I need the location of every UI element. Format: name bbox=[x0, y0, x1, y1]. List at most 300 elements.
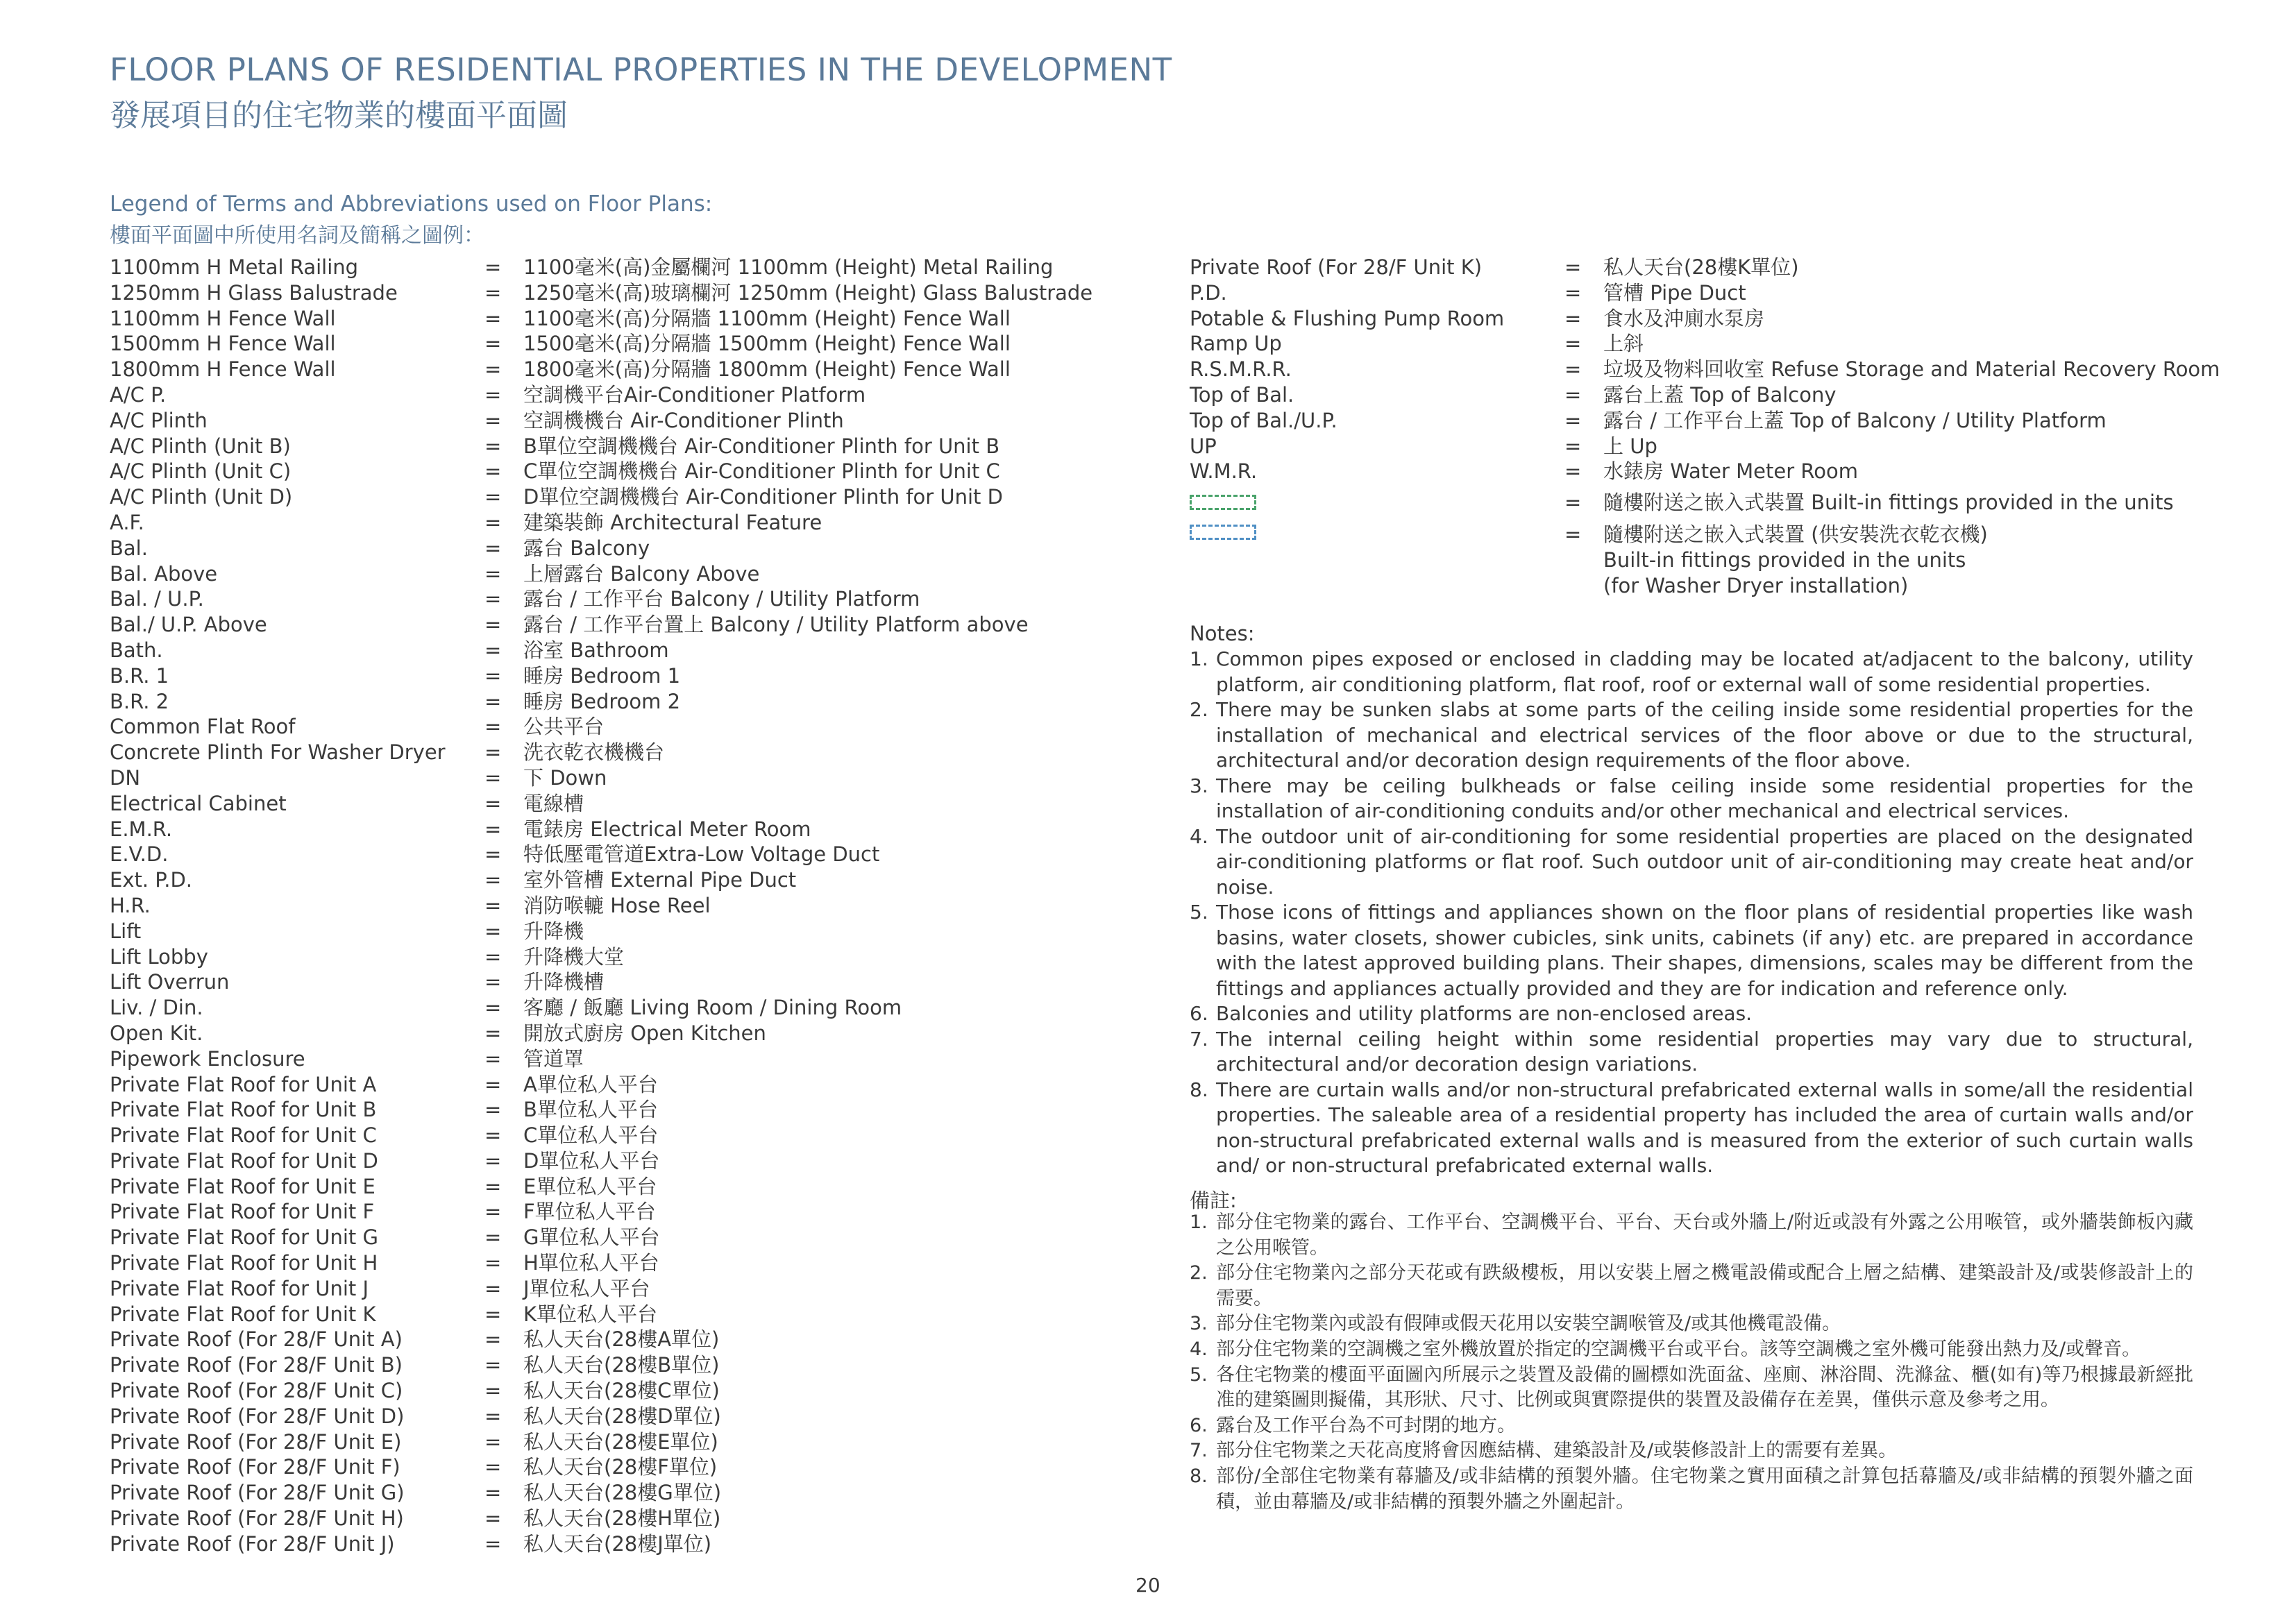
legend-term: DN bbox=[110, 765, 141, 790]
legend-row bbox=[1190, 255, 2217, 280]
legend-row bbox=[1190, 331, 2217, 357]
note-text: There may be sunken slabs at some parts of the ceiling inside some residential properties for the installation of mechanical and electrical services of the floor above or due to the structural, architectural and/or decoration design requirements of the floor above. bbox=[1216, 698, 2193, 772]
legend-definition: 浴室 Bathroom bbox=[523, 638, 669, 662]
legend-row bbox=[110, 969, 1095, 995]
legend-term: 1800mm H Fence Wall bbox=[110, 357, 336, 382]
legend-row bbox=[110, 306, 1095, 332]
note-number: 1. bbox=[1190, 1212, 1208, 1233]
legend-definition: 露台 / 工作平台 Balcony / Utility Platform bbox=[523, 587, 920, 611]
legend-definition: 客廳 / 飯廳 Living Room / Dining Room bbox=[523, 996, 902, 1020]
legend-term: Private Flat Roof for Unit K bbox=[110, 1302, 376, 1326]
note-item bbox=[1190, 1078, 2193, 1179]
legend-definition: 上斜 bbox=[1603, 332, 1644, 356]
legend-row bbox=[110, 1097, 1095, 1123]
page-title-zh: 發展項目的住宅物業的樓面平面圖 bbox=[110, 98, 568, 133]
legend-equals: = bbox=[484, 1379, 502, 1403]
legend-row bbox=[110, 714, 1095, 740]
legend-equals: = bbox=[1564, 459, 1582, 484]
note-text: There are curtain walls and/or non-structural prefabricated external walls in some/all the residential properties. The saleable area of a residential property has included the area of curtain walls and/or non-structural prefabricated external walls and is measured from the exterior of such curtain walls and/ or non-structural prefabricated external walls. bbox=[1216, 1078, 2193, 1177]
legend-equals: = bbox=[484, 1455, 502, 1479]
legend-definition: 1800毫米(高)分隔牆 1800mm (Height) Fence Wall bbox=[523, 357, 1011, 382]
legend-term: Private Flat Roof for Unit C bbox=[110, 1123, 377, 1148]
legend-term: Pipework Enclosure bbox=[110, 1046, 305, 1071]
legend-equals: = bbox=[484, 1200, 502, 1224]
legend-definition: 私人天台(28樓K單位) bbox=[1603, 255, 1799, 279]
legend-equals: = bbox=[484, 1251, 502, 1275]
legend-row bbox=[110, 1123, 1095, 1148]
note-item bbox=[1190, 900, 2193, 1001]
legend-definition: 垃圾及物料回收室 Refuse Storage and Material Recovery Room bbox=[1603, 357, 2220, 382]
legend-equals: = bbox=[1564, 332, 1582, 356]
legend-term: Private Roof (For 28/F Unit D) bbox=[110, 1404, 405, 1428]
legend-equals: = bbox=[484, 1302, 502, 1326]
legend-equals: = bbox=[484, 255, 502, 279]
legend-row bbox=[110, 1072, 1095, 1098]
note-number: 2. bbox=[1190, 698, 1208, 721]
legend-row bbox=[110, 382, 1095, 408]
legend-equals: = bbox=[484, 357, 502, 382]
note-number: 3. bbox=[1190, 1313, 1208, 1335]
note-item bbox=[1190, 1413, 2193, 1439]
notes-heading-zh: 備註: bbox=[1190, 1189, 1237, 1212]
note-text: The outdoor unit of air-conditioning for some residential properties are placed on the designated air-conditioning platforms or flat roof. Such outdoor unit of air-conditioning may create heat and/or noise. bbox=[1216, 824, 2193, 899]
legend-equals: = bbox=[484, 434, 502, 458]
legend-equals: = bbox=[1564, 434, 1582, 458]
legend-term: Private Flat Roof for Unit J bbox=[110, 1276, 369, 1300]
legend-row bbox=[110, 1531, 1095, 1557]
legend-row bbox=[110, 995, 1095, 1021]
legend-term: E.V.D. bbox=[110, 842, 169, 867]
legend-term: Lift Overrun bbox=[110, 970, 230, 994]
legend-row bbox=[110, 1225, 1095, 1250]
legend-row bbox=[110, 919, 1095, 944]
legend-definition: 上 Up bbox=[1603, 434, 1657, 458]
legend-equals: = bbox=[484, 919, 502, 943]
legend-row bbox=[110, 867, 1095, 893]
legend-definition: C單位空調機機台 Air-Conditioner Plinth for Unit C bbox=[523, 459, 1000, 484]
note-text: 部分住宅物業內之部分天花或有跌級樓板，用以安裝上層之機電設備或配合上層之結構、建築設計及/或裝修設計上的需要。 bbox=[1216, 1262, 2193, 1309]
legend-definition: 私人天台(28樓C單位) bbox=[523, 1379, 720, 1403]
legend-term: Private Roof (For 28/F Unit H) bbox=[110, 1506, 404, 1531]
note-number: 7. bbox=[1190, 1440, 1208, 1462]
legend-equals: = bbox=[484, 970, 502, 994]
legend-row bbox=[110, 1506, 1095, 1531]
legend-equals: = bbox=[484, 1098, 502, 1122]
legend-row bbox=[110, 484, 1095, 510]
legend-term: Top of Bal. bbox=[1190, 382, 1294, 407]
legend-term: H.R. bbox=[110, 893, 151, 917]
legend-row bbox=[110, 331, 1095, 357]
legend-term: Private Flat Roof for Unit B bbox=[110, 1098, 377, 1122]
note-number: 4. bbox=[1190, 824, 1208, 848]
legend-equals: = bbox=[484, 332, 502, 356]
legend-definition: 下 Down bbox=[523, 765, 607, 790]
note-number: 5. bbox=[1190, 1363, 1208, 1386]
legend-term: Private Flat Roof for Unit F bbox=[110, 1200, 375, 1224]
legend-term: Bal. / U.P. bbox=[110, 587, 204, 611]
legend-row bbox=[1190, 306, 2217, 332]
legend-row bbox=[110, 434, 1095, 459]
legend-term: Private Flat Roof for Unit D bbox=[110, 1148, 378, 1173]
legend-row bbox=[1190, 408, 2217, 434]
legend-term: Private Roof (For 28/F Unit C) bbox=[110, 1379, 403, 1403]
legend-equals: = bbox=[484, 306, 502, 330]
legend-equals: = bbox=[484, 715, 502, 739]
legend-definition: B單位私人平台 bbox=[523, 1098, 658, 1122]
legend-term: Bal. bbox=[110, 536, 148, 560]
legend-equals: = bbox=[1564, 255, 1582, 279]
note-text: Those icons of fittings and appliances shown on the floor plans of residential properties like wash basins, water closets, shower cubicles, sink units, cabinets (if any) etc. are prepared in accordance with the latest approved building plans. Their shapes, dimensions, scales may be different from the fittings and appliances actually provided and they are for indication and reference only. bbox=[1216, 901, 2193, 1000]
legend-term: R.S.M.R.R. bbox=[1190, 357, 1292, 382]
legend-equals: = bbox=[484, 1174, 502, 1198]
legend-equals: = bbox=[484, 1481, 502, 1505]
note-item bbox=[1190, 697, 2193, 774]
legend-term: B.R. 2 bbox=[110, 689, 169, 713]
legend-definition: 私人天台(28樓A單位) bbox=[523, 1327, 720, 1352]
legend-row bbox=[110, 1352, 1095, 1378]
legend-definition: 隨樓附送之嵌入式裝置 Built-in fittings provided in the units bbox=[1603, 491, 2174, 514]
legend-row bbox=[110, 817, 1095, 842]
legend-row bbox=[110, 663, 1095, 689]
note-item bbox=[1190, 1337, 2193, 1363]
note-number: 5. bbox=[1190, 901, 1208, 924]
blue-dashed-box-icon bbox=[1190, 525, 1256, 540]
legend-definition: 私人天台(28樓G單位) bbox=[523, 1481, 722, 1505]
legend-definition: 開放式廚房 Open Kitchen bbox=[523, 1021, 766, 1045]
legend-equals: = bbox=[484, 765, 502, 790]
legend-definition: 私人天台(28樓F單位) bbox=[523, 1455, 718, 1479]
legend-equals: = bbox=[484, 408, 502, 432]
note-text: 部分住宅物業的露台、工作平台、空調機平台、平台、天台或外牆上/附近或設有外露之公用喉管，或外牆裝飾板內藏之公用喉管。 bbox=[1216, 1212, 2193, 1259]
legend-term: Bal. Above bbox=[110, 561, 218, 586]
legend-equals: = bbox=[484, 638, 502, 662]
legend-row bbox=[110, 1378, 1095, 1404]
legend-equals: = bbox=[1564, 357, 1582, 382]
legend-term: A/C Plinth bbox=[110, 408, 208, 432]
legend-equals: = bbox=[484, 587, 502, 611]
legend-row bbox=[110, 1148, 1095, 1174]
legend-equals: = bbox=[484, 689, 502, 713]
legend-definition: 食水及沖廁水泵房 bbox=[1603, 306, 1765, 330]
legend-row bbox=[110, 357, 1095, 382]
note-text: 部分住宅物業內或設有假陣或假天花用以安裝空調喉管及/或其他機電設備。 bbox=[1216, 1313, 1841, 1335]
legend-definition: E單位私人平台 bbox=[523, 1174, 657, 1198]
note-number: 4. bbox=[1190, 1338, 1208, 1360]
legend-term: Potable & Flushing Pump Room bbox=[1190, 306, 1505, 330]
legend-equals: = bbox=[484, 1404, 502, 1428]
legend-term: Private Roof (For 28/F Unit K) bbox=[1190, 255, 1483, 279]
note-item bbox=[1190, 1363, 2193, 1413]
legend-equals: = bbox=[484, 868, 502, 892]
legend-definition: 升降機槽 bbox=[523, 970, 605, 994]
legend-equals: = bbox=[484, 1123, 502, 1148]
legend-equals: = bbox=[484, 1276, 502, 1300]
legend-row bbox=[1190, 357, 2220, 382]
legend-row bbox=[110, 1429, 1095, 1455]
legend-equals: = bbox=[484, 1327, 502, 1352]
legend-term: P.D. bbox=[1190, 280, 1227, 305]
legend-title-en: Legend of Terms and Abbreviations used on Floor Plans: bbox=[110, 192, 713, 216]
legend-row bbox=[110, 280, 1095, 306]
legend-row bbox=[1190, 280, 2217, 306]
legend-row bbox=[110, 1021, 1095, 1046]
legend-definition: 電線槽 bbox=[523, 791, 584, 815]
legend-row bbox=[110, 536, 1095, 561]
legend-term: Open Kit. bbox=[110, 1021, 203, 1045]
note-item bbox=[1190, 824, 2193, 901]
legend-term: 1500mm H Fence Wall bbox=[110, 332, 336, 356]
legend-term: Private Roof (For 28/F Unit J) bbox=[110, 1531, 395, 1556]
legend-row bbox=[110, 638, 1095, 663]
legend-row bbox=[110, 1250, 1095, 1276]
legend-equals: = bbox=[484, 1148, 502, 1173]
note-number: 8. bbox=[1190, 1078, 1208, 1101]
legend-definition: F單位私人平台 bbox=[523, 1200, 656, 1224]
legend-term: Private Flat Roof for Unit A bbox=[110, 1072, 377, 1096]
legend-equals: = bbox=[1564, 280, 1582, 305]
legend-equals: = bbox=[484, 893, 502, 917]
legend-term: A/C Plinth (Unit C) bbox=[110, 459, 292, 484]
legend-equals: = bbox=[484, 1429, 502, 1454]
legend-term: A.F. bbox=[110, 510, 144, 534]
legend-equals: = bbox=[484, 510, 502, 534]
legend-definition: 電錶房 Electrical Meter Room bbox=[523, 817, 811, 841]
note-item bbox=[1190, 1438, 2193, 1464]
legend-term: Liv. / Din. bbox=[110, 996, 203, 1020]
legend-term: Private Flat Roof for Unit E bbox=[110, 1174, 375, 1198]
notes-list-en bbox=[1190, 647, 2193, 1179]
legend-row bbox=[110, 791, 1095, 817]
legend-definition: A單位私人平台 bbox=[523, 1072, 658, 1096]
legend-definition: 1100毫米(高)分隔牆 1100mm (Height) Fence Wall bbox=[523, 306, 1011, 330]
legend-definition: D單位空調機機台 Air-Conditioner Plinth for Unit D bbox=[523, 485, 1003, 509]
legend-equals: = bbox=[484, 485, 502, 509]
fittings-row-green bbox=[1190, 490, 2217, 518]
legend-row bbox=[110, 586, 1095, 612]
note-item bbox=[1190, 1311, 2193, 1337]
legend-row bbox=[110, 459, 1095, 484]
note-text: 部分住宅物業的空調機之室外機放置於指定的空調機平台或平台。該等空調機之室外機可能發出熱力及/或聲音。 bbox=[1216, 1338, 2141, 1360]
page-title-en: FLOOR PLANS OF RESIDENTIAL PROPERTIES IN THE DEVELOPMENT bbox=[110, 51, 1172, 88]
legend-definition: 水錶房 Water Meter Room bbox=[1603, 459, 1858, 484]
legend-equals: = bbox=[484, 1072, 502, 1096]
legend-term: Common Flat Roof bbox=[110, 715, 296, 739]
legend-equals: = bbox=[484, 944, 502, 969]
legend-term: A/C P. bbox=[110, 382, 167, 407]
legend-term: Ramp Up bbox=[1190, 332, 1282, 356]
legend-definition: 私人天台(28樓E單位) bbox=[523, 1429, 718, 1454]
legend-equals: = bbox=[484, 1353, 502, 1377]
legend-row bbox=[110, 944, 1095, 970]
legend-row bbox=[110, 1454, 1095, 1480]
legend-term: Private Roof (For 28/F Unit B) bbox=[110, 1353, 403, 1377]
legend-definition: 公共平台 bbox=[523, 715, 605, 739]
legend-term: 1100mm H Metal Railing bbox=[110, 255, 359, 279]
legend-row bbox=[110, 842, 1095, 867]
legend-equals: = bbox=[484, 1046, 502, 1071]
legend-term: 1250mm H Glass Balustrade bbox=[110, 280, 398, 305]
legend-definition: 隨樓附送之嵌入式裝置 (供安裝洗衣乾衣機) bbox=[1603, 522, 1988, 546]
legend-row bbox=[110, 1404, 1095, 1429]
legend-row bbox=[110, 510, 1095, 536]
note-number: 3. bbox=[1190, 774, 1208, 797]
legend-row bbox=[110, 893, 1095, 919]
legend-definition: D單位私人平台 bbox=[523, 1148, 660, 1173]
legend-definition: H單位私人平台 bbox=[523, 1251, 659, 1275]
page-number: 20 bbox=[1136, 1574, 1160, 1597]
legend-row bbox=[110, 1276, 1095, 1302]
legend-term: B.R. 1 bbox=[110, 663, 169, 688]
legend-definition: 空調機平台Air-Conditioner Platform bbox=[523, 382, 866, 407]
legend-equals: = bbox=[484, 791, 502, 815]
legend-definition: 空調機機台 Air-Conditioner Plinth bbox=[523, 408, 844, 432]
legend-row bbox=[1190, 459, 2217, 484]
notes-list-zh bbox=[1190, 1210, 2193, 1515]
legend-equals: = bbox=[484, 842, 502, 867]
legend-row bbox=[110, 1480, 1095, 1506]
note-number: 1. bbox=[1190, 647, 1208, 670]
legend-list-right bbox=[1190, 255, 2220, 484]
legend-definition: 私人天台(28樓H單位) bbox=[523, 1506, 721, 1531]
legend-term: Bal./ U.P. Above bbox=[110, 613, 267, 637]
legend-term: Concrete Plinth For Washer Dryer bbox=[110, 740, 446, 765]
note-number: 8. bbox=[1190, 1465, 1208, 1487]
legend-row bbox=[110, 1199, 1095, 1225]
legend-row bbox=[110, 1302, 1095, 1327]
legend-definition: Built-in fittings provided in the units bbox=[1603, 547, 1966, 572]
legend-equals: = bbox=[484, 1531, 502, 1556]
legend-term: Electrical Cabinet bbox=[110, 791, 287, 815]
legend-definition: B單位空調機機台 Air-Conditioner Plinth for Unit B bbox=[523, 434, 1000, 458]
legend-term: Lift Lobby bbox=[110, 944, 208, 969]
note-item bbox=[1190, 1027, 2193, 1078]
legend-definition: 建築裝飾 Architectural Feature bbox=[523, 510, 822, 534]
note-text: 部分住宅物業之天花高度將會因應結構、建築設計及/或裝修設計上的需要有差異。 bbox=[1216, 1440, 1898, 1462]
note-text: The internal ceiling height within some residential properties may vary due to structural, architectural and/or decoration design variations. bbox=[1216, 1027, 2193, 1076]
legend-definition: 1100毫米(高)金屬欄河 1100mm (Height) Metal Railing bbox=[523, 255, 1054, 279]
legend-definition: 洗衣乾衣機機台 bbox=[523, 740, 665, 765]
legend-equals: = bbox=[484, 1225, 502, 1250]
legend-equals: = bbox=[484, 740, 502, 765]
legend-definition: 升降機 bbox=[523, 919, 584, 943]
legend-equals: = bbox=[484, 613, 502, 637]
legend-equals: = bbox=[1564, 306, 1582, 330]
legend-definition: 1250毫米(高)玻璃欄河 1250mm (Height) Glass Balustrade bbox=[523, 280, 1093, 305]
legend-equals: = bbox=[484, 817, 502, 841]
legend-equals: = bbox=[484, 996, 502, 1020]
note-number: 6. bbox=[1190, 1414, 1208, 1436]
legend-equals: = bbox=[484, 459, 502, 484]
legend-term: Private Roof (For 28/F Unit F) bbox=[110, 1455, 400, 1479]
note-text: 露台及工作平台為不可封閉的地方。 bbox=[1216, 1414, 1516, 1436]
legend-definition: 露台 / 工作平台置上 Balcony / Utility Platform above bbox=[523, 613, 1029, 637]
legend-equals: = bbox=[1564, 491, 1582, 514]
note-item bbox=[1190, 1001, 2193, 1027]
legend-definition: K單位私人平台 bbox=[523, 1302, 658, 1326]
legend-definition: G單位私人平台 bbox=[523, 1225, 660, 1250]
legend-definition: 露台 Balcony bbox=[523, 536, 650, 560]
legend-definition: 私人天台(28樓B單位) bbox=[523, 1353, 720, 1377]
green-dashed-box-icon bbox=[1190, 495, 1256, 510]
legend-row bbox=[110, 1046, 1095, 1072]
legend-term: E.M.R. bbox=[110, 817, 173, 841]
legend-row bbox=[110, 689, 1095, 715]
legend-term: UP bbox=[1190, 434, 1217, 458]
legend-definition: C單位私人平台 bbox=[523, 1123, 659, 1148]
legend-title-zh: 樓面平面圖中所使用名詞及簡稱之圖例： bbox=[110, 223, 484, 248]
note-item bbox=[1190, 1261, 2193, 1311]
legend-definition: 管道罩 bbox=[523, 1046, 584, 1071]
legend-equals: = bbox=[1564, 382, 1582, 407]
note-text: 部份/全部住宅物業有幕牆及/或非結構的預製外牆。住宅物業之實用面積之計算包括幕牆及/或非結構的預製外牆之面積，並由幕牆及/或非結構的預製外牆之外圍起計。 bbox=[1216, 1465, 2193, 1513]
legend-row bbox=[1190, 434, 2217, 459]
legend-equals: = bbox=[484, 561, 502, 586]
note-item bbox=[1190, 774, 2193, 824]
note-number: 7. bbox=[1190, 1027, 1208, 1051]
note-item bbox=[1190, 1210, 2193, 1261]
legend-equals: = bbox=[484, 1506, 502, 1531]
legend-definition: 露台 / 工作平台上蓋 Top of Balcony / Utility Platform bbox=[1603, 408, 2107, 432]
legend-term: Private Flat Roof for Unit G bbox=[110, 1225, 378, 1250]
legend-term: A/C Plinth (Unit D) bbox=[110, 485, 293, 509]
legend-row bbox=[110, 255, 1095, 280]
legend-term: Private Roof (For 28/F Unit E) bbox=[110, 1429, 402, 1454]
legend-term: 1100mm H Fence Wall bbox=[110, 306, 336, 330]
legend-term: Ext. P.D. bbox=[110, 868, 193, 892]
legend-row bbox=[1190, 382, 2217, 408]
note-text: Balconies and utility platforms are non-enclosed areas. bbox=[1216, 1002, 1753, 1025]
legend-row bbox=[110, 1327, 1095, 1352]
fittings-row-blue bbox=[1190, 522, 2217, 600]
notes-heading-en: Notes: bbox=[1190, 622, 1255, 645]
legend-equals: = bbox=[484, 280, 502, 305]
legend-row bbox=[110, 1174, 1095, 1200]
legend-definition: 私人天台(28樓D單位) bbox=[523, 1404, 721, 1428]
legend-term: Private Roof (For 28/F Unit A) bbox=[110, 1327, 403, 1352]
legend-definition: J單位私人平台 bbox=[523, 1276, 650, 1300]
legend-row bbox=[110, 765, 1095, 791]
note-text: There may be ceiling bulkheads or false ceiling inside some residential properties for the installation of air-conditioning conduits and/or other mechanical and electrical services. bbox=[1216, 774, 2193, 822]
legend-definition: 特低壓電管道Extra-Low Voltage Duct bbox=[523, 842, 880, 867]
legend-definition: 上層露台 Balcony Above bbox=[523, 561, 760, 586]
note-item bbox=[1190, 1464, 2193, 1515]
note-text: Common pipes exposed or enclosed in cladding may be located at/adjacent to the balcony, utility platform, air conditioning platform, flat roof, roof or external wall of some residential properties. bbox=[1216, 647, 2193, 696]
legend-row bbox=[110, 561, 1095, 587]
legend-term: Lift bbox=[110, 919, 142, 943]
legend-row bbox=[110, 612, 1095, 638]
legend-equals: = bbox=[1564, 522, 1582, 546]
legend-equals: = bbox=[484, 536, 502, 560]
legend-definition: 1500毫米(高)分隔牆 1500mm (Height) Fence Wall bbox=[523, 332, 1011, 356]
legend-row bbox=[110, 740, 1095, 765]
legend-definition: (for Washer Dryer installation) bbox=[1603, 573, 1909, 597]
note-text: 各住宅物業的樓面平面圖內所展示之裝置及設備的圖標如洗面盆、座廁、淋浴間、洗滌盆、櫃(如有)等乃根據最新經批准的建築圖則擬備，其形狀、尺寸、比例或與實際提供的裝置及設備存在差異，僅供示意及參考之用。 bbox=[1216, 1363, 2193, 1411]
legend-definition: 睡房 Bedroom 2 bbox=[523, 689, 681, 713]
legend-definition: 消防喉轆 Hose Reel bbox=[523, 893, 711, 917]
note-number: 6. bbox=[1190, 1002, 1208, 1025]
legend-definition: 升降機大堂 bbox=[523, 944, 625, 969]
legend-term: W.M.R. bbox=[1190, 459, 1258, 484]
legend-equals: = bbox=[1564, 408, 1582, 432]
legend-equals: = bbox=[484, 1021, 502, 1045]
legend-definition: 管槽 Pipe Duct bbox=[1603, 280, 1746, 305]
legend-term: Top of Bal./U.P. bbox=[1190, 408, 1337, 432]
legend-term: A/C Plinth (Unit B) bbox=[110, 434, 291, 458]
legend-term: Bath. bbox=[110, 638, 163, 662]
legend-definition: 睡房 Bedroom 1 bbox=[523, 663, 681, 688]
legend-equals: = bbox=[484, 382, 502, 407]
note-number: 2. bbox=[1190, 1262, 1208, 1284]
